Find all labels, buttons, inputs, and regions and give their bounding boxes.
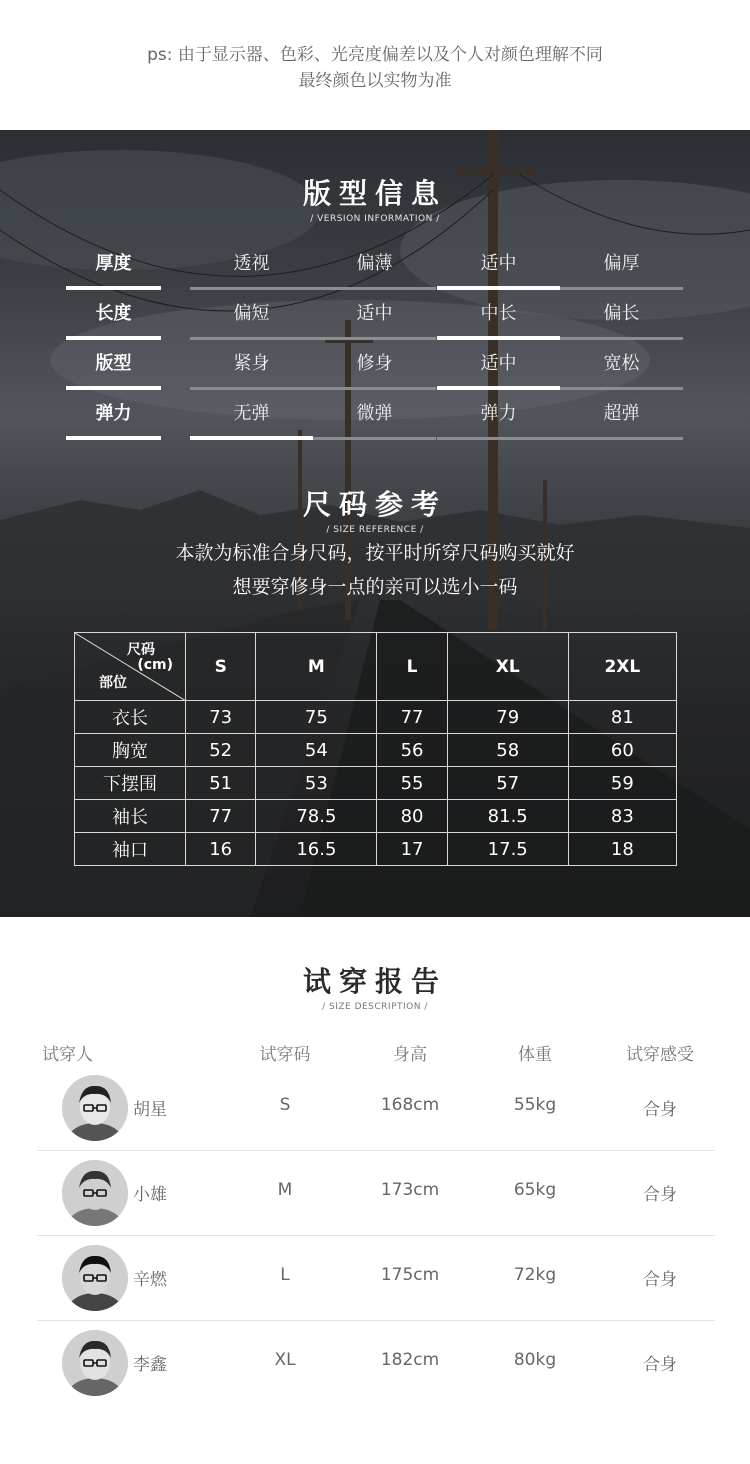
size-value-cell: 60 (568, 734, 676, 767)
tryon-feel: 合身 (643, 1100, 677, 1120)
option-underline (313, 437, 436, 440)
tryon-height: 173cm (380, 1180, 440, 1200)
version-option: 微弹 (356, 403, 393, 424)
version-option: 透视 (233, 253, 270, 274)
size-value-cell: 53 (256, 767, 377, 800)
version-option: 紧身 (233, 353, 270, 374)
tryon-name: 小雄 (133, 1185, 167, 1205)
version-option: 无弹 (233, 403, 270, 424)
selected-option-underline (190, 436, 313, 440)
size-value-cell: 51 (186, 767, 256, 800)
corner-unit-label: (cm) (137, 657, 173, 673)
tryon-header-row (0, 1040, 750, 1066)
tryon-title: 试穿报告 (302, 965, 447, 998)
size-table-header-row (75, 633, 677, 701)
tryon-weight: 80kg (513, 1350, 557, 1370)
version-option: 宽松 (603, 353, 640, 374)
tryon-weight: 55kg (513, 1095, 557, 1115)
size-table-row (75, 833, 677, 866)
tryon-column-header: 身高 (393, 1045, 427, 1065)
disclaimer-line-2: 最终颜色以实物为准 (298, 71, 452, 91)
size-value-cell: 56 (377, 734, 447, 767)
size-table-corner (75, 633, 186, 701)
tryon-row (37, 1067, 715, 1151)
size-value-cell: 58 (447, 734, 568, 767)
tryon-size: L (280, 1265, 290, 1285)
size-table-row (75, 800, 677, 833)
tryon-row (37, 1322, 715, 1406)
tryon-height: 175cm (380, 1265, 440, 1285)
version-info-heading (0, 172, 750, 224)
size-desc-line-2: 想要穿修身一点的亲可以选小一码 (232, 576, 518, 598)
size-value-cell: 52 (186, 734, 256, 767)
size-desc-line-1: 本款为标准合身尺码，按平时所穿尺码购买就好 (175, 542, 575, 564)
version-row-label: 长度 (95, 303, 132, 324)
size-column-header: XL (447, 633, 568, 701)
version-option: 适中 (480, 253, 517, 274)
size-value-cell: 18 (568, 833, 676, 866)
size-value-cell: 83 (568, 800, 676, 833)
tryon-weight: 72kg (513, 1265, 557, 1285)
version-option: 偏短 (233, 303, 270, 324)
tryon-size: S (279, 1095, 291, 1115)
tryon-name: 胡星 (133, 1100, 167, 1120)
size-value-cell: 17.5 (447, 833, 568, 866)
option-underline (560, 437, 683, 440)
version-option: 弹力 (480, 403, 517, 424)
avatar (62, 1075, 128, 1141)
tryon-size: M (277, 1180, 293, 1200)
size-part-label: 袖口 (75, 833, 186, 866)
size-part-label: 衣长 (75, 701, 186, 734)
tryon-feel: 合身 (643, 1270, 677, 1290)
size-subtitle: / SIZE REFERENCE / (326, 525, 424, 535)
tryon-subtitle: / SIZE DESCRIPTION / (322, 1002, 428, 1012)
color-disclaimer (0, 42, 750, 94)
size-column-header: L (377, 633, 447, 701)
size-reference-heading (0, 483, 750, 535)
tryon-heading (0, 960, 750, 1012)
size-column-header: S (186, 633, 256, 701)
size-value-cell: 59 (568, 767, 676, 800)
size-table-row (75, 734, 677, 767)
tryon-column-header: 试穿人 (42, 1045, 93, 1065)
tryon-height: 182cm (380, 1350, 440, 1370)
avatar (62, 1245, 128, 1311)
version-subtitle: / VERSION INFORMATION / (310, 214, 440, 224)
version-row-label: 弹力 (95, 403, 132, 424)
tryon-row (37, 1237, 715, 1321)
version-option: 中长 (480, 303, 517, 324)
size-table-row (75, 701, 677, 734)
version-row (66, 240, 686, 290)
size-table-row (75, 767, 677, 800)
version-option: 超弹 (603, 403, 640, 424)
size-part-label: 胸宽 (75, 734, 186, 767)
version-row (66, 340, 686, 390)
size-column-header: 2XL (568, 633, 676, 701)
size-value-cell: 54 (256, 734, 377, 767)
option-underline (437, 437, 560, 440)
version-row-label: 厚度 (95, 253, 132, 274)
size-value-cell: 79 (447, 701, 568, 734)
label-underline (66, 436, 161, 440)
tryon-row (37, 1152, 715, 1236)
size-value-cell: 57 (447, 767, 568, 800)
size-value-cell: 17 (377, 833, 447, 866)
version-option: 偏薄 (356, 253, 393, 274)
version-option: 适中 (480, 353, 517, 374)
size-title: 尺码参考 (302, 488, 447, 521)
tryon-column-header: 试穿码 (259, 1045, 311, 1065)
tryon-size: XL (274, 1350, 296, 1370)
disclaimer-line-1: ps: 由于显示器、色彩、光亮度偏差以及个人对颜色理解不同 (147, 45, 603, 65)
version-option: 偏厚 (603, 253, 640, 274)
tryon-weight: 65kg (513, 1180, 557, 1200)
size-value-cell: 81 (568, 701, 676, 734)
size-value-cell: 55 (377, 767, 447, 800)
size-value-cell: 75 (256, 701, 377, 734)
size-description (0, 536, 750, 604)
tryon-feel: 合身 (643, 1355, 677, 1375)
size-table (74, 632, 677, 866)
tryon-column-header: 体重 (518, 1045, 552, 1065)
size-value-cell: 16 (186, 833, 256, 866)
size-value-cell: 81.5 (447, 800, 568, 833)
tryon-name: 李鑫 (133, 1355, 167, 1375)
version-info-grid (66, 240, 686, 440)
size-value-cell: 78.5 (256, 800, 377, 833)
size-value-cell: 77 (377, 701, 447, 734)
tryon-feel: 合身 (643, 1185, 677, 1205)
version-row (66, 290, 686, 340)
road-photo-background (0, 130, 750, 917)
version-title: 版型信息 (302, 177, 447, 210)
corner-part-label: 部位 (99, 675, 127, 691)
version-row (66, 390, 686, 440)
version-row-label: 版型 (95, 353, 132, 374)
avatar (62, 1330, 128, 1396)
size-value-cell: 16.5 (256, 833, 377, 866)
corner-size-label: 尺码 (127, 642, 155, 658)
size-value-cell: 80 (377, 800, 447, 833)
version-option: 修身 (356, 353, 393, 374)
version-option: 适中 (356, 303, 393, 324)
tryon-name: 辛燃 (133, 1270, 167, 1290)
tryon-height: 168cm (380, 1095, 440, 1115)
size-column-header: M (256, 633, 377, 701)
size-part-label: 袖长 (75, 800, 186, 833)
size-value-cell: 73 (186, 701, 256, 734)
tryon-column-header: 试穿感受 (626, 1045, 694, 1065)
size-part-label: 下摆围 (75, 767, 186, 800)
version-option: 偏长 (603, 303, 640, 324)
size-value-cell: 77 (186, 800, 256, 833)
avatar (62, 1160, 128, 1226)
